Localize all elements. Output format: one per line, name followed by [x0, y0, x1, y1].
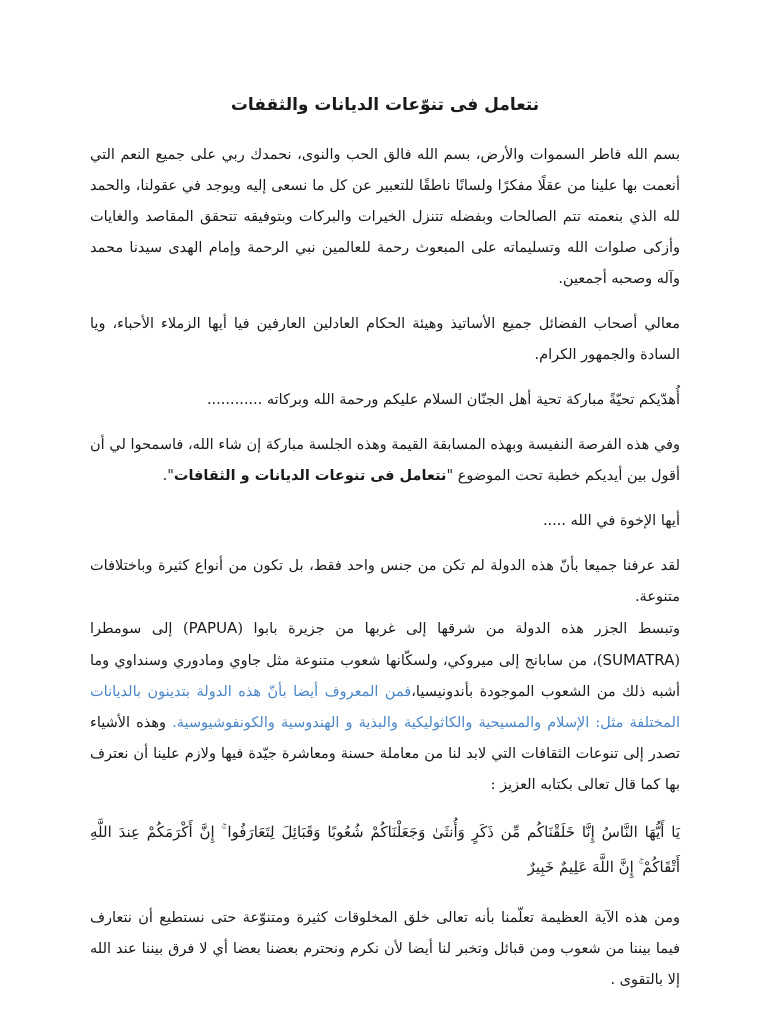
paragraph-opening: بسم الله فاطر السموات والأرض، بسم الله فالق الحب والنوى، نحمدك ربي على جميع النعم التي أنعمت بها علينا من عقلًا مفكرًا ولسانًا ناطقًا للتعبير عن كل ما نسعى إليه ويوجد في عقولنا، والحمد لله الذي بنعمته تتم الصالحات وبفضله تتنزل الخيرات والبركات وبتوفيقه تتحقق المقاصد والغايات وأزكى صلوات الله وتسليماته على المبعوث رحمة للعالمين نبي الرحمة وإمام الهدى سيدنا محمد وآله وصحبه أجمعين. — [90, 147, 680, 287]
document-title: نتعامل فى تنوّعات الديانات والثقفات — [230, 95, 540, 115]
paragraph-topic — [90, 430, 680, 492]
islands-text-c: )، من سابانج إلى ميروكي، ولسكّانها شعوب متنوعة مثل جاوي ومادوري وسنداوي وما أشبه ذلك من الشعوب الموجودة بأندونيسيا، — [90, 653, 680, 700]
islands-text-a: وتبسط الجزر هذه الدولة من شرقها إلى غربها من جزيرة بابوا ( — [237, 621, 680, 637]
topic-title: نتعامل فى تنوعات الديانات و الثقافات — [173, 468, 447, 484]
paragraph-diversity: لقد عرفنا جميعا بأنّ هذه الدولة لم تكن من جنس واحد فقط، بل تكون من أنواع كثيرة وباختلافات متنوعة. — [90, 558, 680, 605]
paragraph-islands — [90, 613, 680, 801]
quran-verse: يَا أَيُّهَا النَّاسُ إِنَّا خَلَقْنَاكُم مِّن ذَكَرٍ وَأُنثَىٰ وَجَعَلْنَاكُمْ شُعُوبًا وَقَبَائِلَ لِتَعَارَفُوا ۚ إِنَّ أَكْرَمَكُمْ عِندَ اللَّهِ أَتْقَاكُمْ ۚ إِنَّ اللَّهَ عَلِيمٌ خَبِيرٌ — [90, 823, 680, 876]
islands-text-d: وهذه الأشياء تصدر إلى تنوعات الثقافات التي لابد لنا من معاملة حسنة ومعاشرة جيّدة فيها ولازم علينا أن نعترف بها كما قال تعالى بكتابه العزيز : — [90, 715, 680, 793]
paragraph-closing: ومن هذه الآية العظيمة تعلّمنا بأنه تعالى خلق المخلوقات كثيرة ومتنوّعة حتى نستطيع أن نتعارف فيما بيننا من شعوب ومن قبائل وتخبر لنا أيضا لأن نكرم ونحترم بعضنا بعضا أي لا فرق بيننا عند الله إلا بالتقوى . — [90, 910, 680, 988]
paragraph-greeting: أُهدّيكم تحيّةً مباركة تحية أهل الجنّان السلام عليكم ورحمة الله وبركاته ............ — [206, 392, 680, 408]
sumatra-label: SUMATRA — [602, 651, 675, 669]
topic-intro: وفي هذه الفرصة النفيسة وبهذه المسابقة القيمة وهذه الجلسة مباركة إن شاء الله، فاسمحوا لي أن أقول بين أيديكم خطبة تحت الموضوع " — [90, 437, 680, 484]
religions-highlight: فمن المعروف أيضا بأنّ هذه الدولة بتدينون بالديانات المختلفة مثل: الإسلام والمسيحية والكاثوليكية والبذية و الهندوسية والكونفوشيوسية. — [90, 684, 680, 731]
topic-end: ". — [162, 468, 174, 484]
papua-label: PAPUA — [188, 619, 238, 637]
paragraph-brothers: أيها الإخوة في الله ..... — [542, 513, 680, 529]
paragraph-salutation: معالي أصحاب الفضائل جميع الأساتيذ وهيئة الحكام العادلين العارفين فيا أيها الزملاء الأحباء، ويا السادة والجمهور الكرام. — [90, 316, 680, 363]
islands-text-b: ) إلى سومطرا ( — [90, 621, 680, 669]
